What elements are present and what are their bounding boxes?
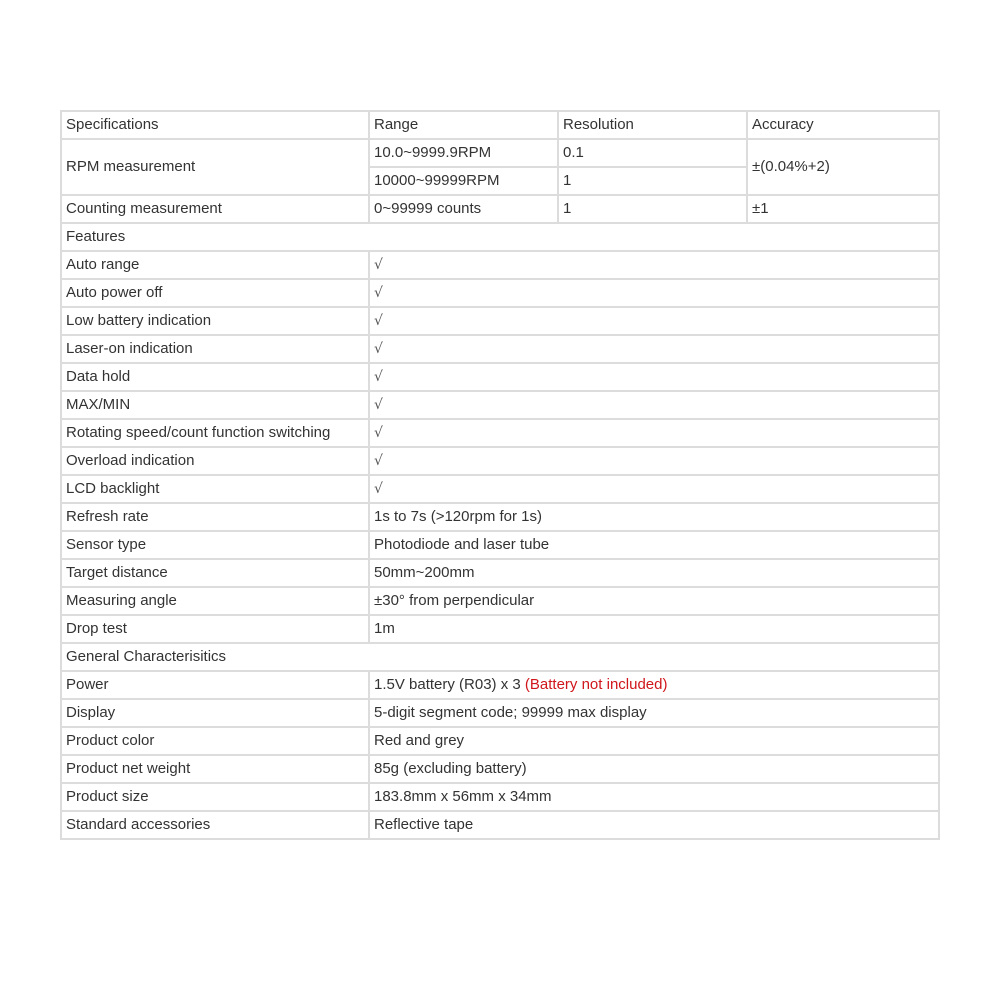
power-value-cell	[369, 671, 939, 699]
counting-accuracy: ±1	[747, 195, 939, 223]
check-mark-icon: √	[374, 341, 383, 357]
spec-value: Photodiode and laser tube	[369, 531, 939, 559]
spec-label: Drop test	[61, 615, 369, 643]
spec-label: Measuring angle	[61, 587, 369, 615]
feature-row	[61, 447, 939, 475]
rpm-accuracy: ±(0.04%+2)	[747, 139, 939, 195]
general-specs-list	[61, 699, 939, 839]
feature-label: LCD backlight	[61, 475, 369, 503]
feature-label: Auto power off	[61, 279, 369, 307]
feature-check-cell	[369, 447, 939, 475]
rpm-resolution-1: 0.1	[558, 139, 747, 167]
table-row	[61, 727, 939, 755]
feature-label: Auto range	[61, 251, 369, 279]
check-mark-icon: √	[374, 397, 383, 413]
counting-label: Counting measurement	[61, 195, 369, 223]
feature-row	[61, 475, 939, 503]
spec-label: Refresh rate	[61, 503, 369, 531]
spec-label: Target distance	[61, 559, 369, 587]
feature-row	[61, 307, 939, 335]
feature-row	[61, 335, 939, 363]
spec-value: Reflective tape	[369, 811, 939, 839]
table-row	[61, 139, 939, 167]
table-row	[61, 195, 939, 223]
spec-label: Product net weight	[61, 755, 369, 783]
table-row	[61, 811, 939, 839]
power-value: 1.5V battery (R03) x 3	[374, 676, 521, 693]
feature-check-cell	[369, 251, 939, 279]
spec-value: ±30° from perpendicular	[369, 587, 939, 615]
feature-row	[61, 251, 939, 279]
check-mark-icon: √	[374, 425, 383, 441]
feature-check-cell	[369, 279, 939, 307]
feature-check-cell	[369, 419, 939, 447]
spec-label: Sensor type	[61, 531, 369, 559]
rpm-range-2: 10000~99999RPM	[369, 167, 558, 195]
general-section-title: General Characterisitics	[61, 643, 939, 671]
power-label: Power	[61, 671, 369, 699]
features-section-title: Features	[61, 223, 939, 251]
spec-value: 5-digit segment code; 99999 max display	[369, 699, 939, 727]
spec-value: 85g (excluding battery)	[369, 755, 939, 783]
feature-check-cell	[369, 363, 939, 391]
section-header-row	[61, 643, 939, 671]
check-mark-icon: √	[374, 369, 383, 385]
rpm-label: RPM measurement	[61, 139, 369, 195]
table-row	[61, 531, 939, 559]
feature-check-cell	[369, 335, 939, 363]
spec-label: Standard accessories	[61, 811, 369, 839]
table-row	[61, 615, 939, 643]
feature-check-cell	[369, 307, 939, 335]
spec-value: Red and grey	[369, 727, 939, 755]
check-mark-icon: √	[374, 453, 383, 469]
rpm-resolution-2: 1	[558, 167, 747, 195]
header-range: Range	[369, 111, 558, 139]
check-mark-icon: √	[374, 257, 383, 273]
feature-check-cell	[369, 391, 939, 419]
table-row	[61, 783, 939, 811]
table-header-row	[61, 111, 939, 139]
feature-label: Laser-on indication	[61, 335, 369, 363]
feature-label: MAX/MIN	[61, 391, 369, 419]
counting-range: 0~99999 counts	[369, 195, 558, 223]
feature-label: Rotating speed/count function switching	[61, 419, 369, 447]
spec-value: 1m	[369, 615, 939, 643]
battery-note: (Battery not included)	[524, 676, 668, 693]
header-resolution: Resolution	[558, 111, 747, 139]
feature-row	[61, 363, 939, 391]
header-specifications: Specifications	[61, 111, 369, 139]
table-row	[61, 503, 939, 531]
feature-row	[61, 391, 939, 419]
check-mark-icon: √	[374, 481, 383, 497]
spec-label: Product color	[61, 727, 369, 755]
feature-row	[61, 279, 939, 307]
table-row	[61, 755, 939, 783]
spec-label: Display	[61, 699, 369, 727]
spec-value: 183.8mm x 56mm x 34mm	[369, 783, 939, 811]
table-row	[61, 559, 939, 587]
check-mark-icon: √	[374, 285, 383, 301]
feature-label: Data hold	[61, 363, 369, 391]
specifications-table	[60, 110, 940, 840]
section-header-row	[61, 223, 939, 251]
spec-value: 1s to 7s (>120rpm for 1s)	[369, 503, 939, 531]
feature-check-cell	[369, 475, 939, 503]
counting-resolution: 1	[558, 195, 747, 223]
features-list	[61, 251, 939, 503]
spec-label: Product size	[61, 783, 369, 811]
header-accuracy: Accuracy	[747, 111, 939, 139]
feature-label: Overload indication	[61, 447, 369, 475]
table-row	[61, 699, 939, 727]
feature-specs-list	[61, 503, 939, 643]
spec-value: 50mm~200mm	[369, 559, 939, 587]
table-row	[61, 587, 939, 615]
check-mark-icon: √	[374, 313, 383, 329]
table-row	[61, 671, 939, 699]
feature-label: Low battery indication	[61, 307, 369, 335]
feature-row	[61, 419, 939, 447]
rpm-range-1: 10.0~9999.9RPM	[369, 139, 558, 167]
